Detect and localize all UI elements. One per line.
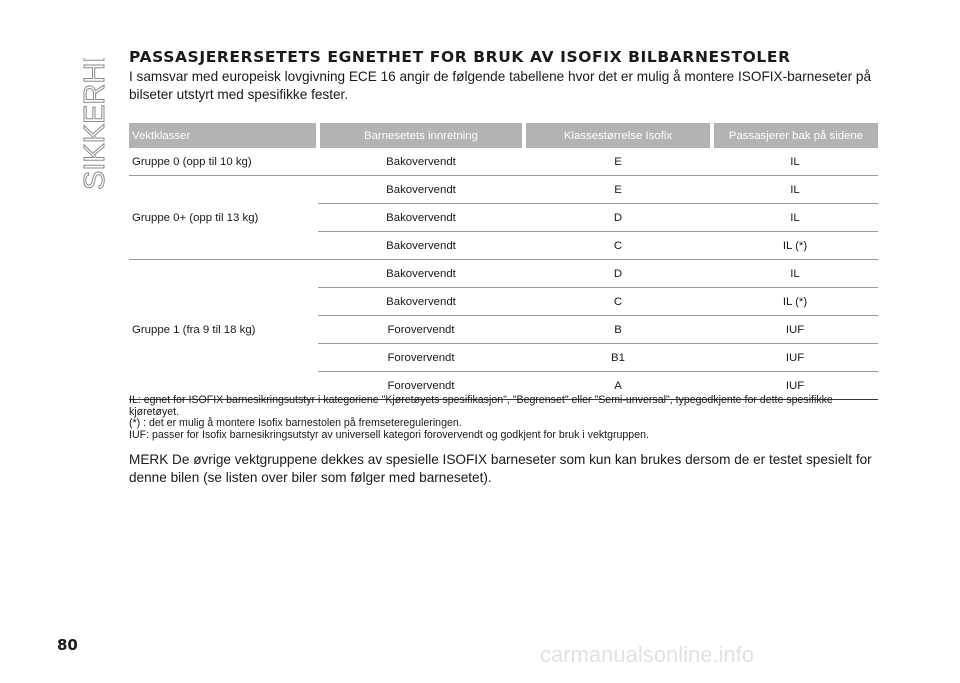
header-passasjerer-bak: Passasjerer bak på sidene <box>712 123 878 148</box>
header-barnesetets-innretning: Barnesetets innretning <box>318 123 524 148</box>
table-body <box>129 148 878 400</box>
orientation-cell: Bakovervendt <box>318 148 524 176</box>
orientation-cell: Bakovervendt <box>318 204 524 232</box>
merk-text: MERK De øvrige vektgruppene dekkes av spesielle ISOFIX barneseter som kun kan brukes dersom de er testet spesielt for denne bilen (se listen over biler som følger med barnesetet). <box>129 452 872 485</box>
rear-side-cell: IL <box>712 260 878 288</box>
rear-side-cell: IL (*) <box>712 232 878 260</box>
rear-side-cell: IUF <box>712 372 878 400</box>
isofix-table <box>129 123 878 400</box>
table-row <box>129 260 878 288</box>
weight-group-cell: Gruppe 1 (fra 9 til 18 kg) <box>129 260 318 400</box>
rear-side-cell: IL <box>712 204 878 232</box>
orientation-cell: Bakovervendt <box>318 260 524 288</box>
footnote-il: IL: egnet for ISOFIX barnesikringsutstyr i kategoriene "Kjøretøyets spesifikasjon", "Begrenset" eller "Semi-unversal", typegodkjente for dette spesifikke kjøretøyet. <box>129 394 833 418</box>
page-number: 80 <box>57 636 78 654</box>
table-row <box>129 148 878 176</box>
content-header <box>129 48 878 104</box>
section-title-text: SIKKERHET <box>79 58 111 190</box>
orientation-cell: Bakovervendt <box>318 176 524 204</box>
rear-side-cell: IL (*) <box>712 288 878 316</box>
header-vektklasser: Vektklasser <box>129 123 318 148</box>
size-class-cell: C <box>524 232 712 260</box>
size-class-cell: E <box>524 148 712 176</box>
rear-side-cell: IUF <box>712 344 878 372</box>
size-class-cell: D <box>524 260 712 288</box>
size-class-cell: D <box>524 204 712 232</box>
table-row <box>129 176 878 204</box>
rear-side-cell: IL <box>712 176 878 204</box>
merk-note <box>129 451 878 487</box>
orientation-cell: Bakovervendt <box>318 232 524 260</box>
intro-paragraph: I samsvar med europeisk lovgivning ECE 16 angir de følgende tabellene hvor det er mulig å montere ISOFIX-barneseter på bilseter utstyrt med spesifikke fester. <box>129 69 872 102</box>
size-class-cell: A <box>524 372 712 400</box>
size-class-cell: B1 <box>524 344 712 372</box>
orientation-cell: Forovervendt <box>318 344 524 372</box>
weight-group-cell: Gruppe 0+ (opp til 13 kg) <box>129 176 318 260</box>
footnote-asterisk: (*) : det er mulig å montere Isofix barnestolen på fremsetereguleringen. <box>129 417 462 430</box>
orientation-cell: Forovervendt <box>318 372 524 400</box>
watermark: carmanualsonline.info <box>540 642 755 667</box>
rear-side-cell: IL <box>712 148 878 176</box>
footnotes <box>129 395 878 441</box>
size-class-cell: C <box>524 288 712 316</box>
weight-group-cell: Gruppe 0 (opp til 10 kg) <box>129 148 318 176</box>
header-klassestorrelse: Klassestørrelse Isofix <box>524 123 712 148</box>
section-sidebar-title <box>58 58 118 198</box>
orientation-cell: Forovervendt <box>318 316 524 344</box>
table-header-row <box>129 123 878 148</box>
size-class-cell: B <box>524 316 712 344</box>
rear-side-cell: IUF <box>712 316 878 344</box>
orientation-cell: Bakovervendt <box>318 288 524 316</box>
page-heading: PASSASJERERSETETS EGNETHET FOR BRUK AV ISOFIX BILBARNESTOLER <box>129 48 791 66</box>
size-class-cell: E <box>524 176 712 204</box>
footnote-iuf: IUF: passer for Isofix barnesikringsutstyr av universell kategori forovervendt og godkjent for bruk i vektgruppen. <box>129 428 649 441</box>
